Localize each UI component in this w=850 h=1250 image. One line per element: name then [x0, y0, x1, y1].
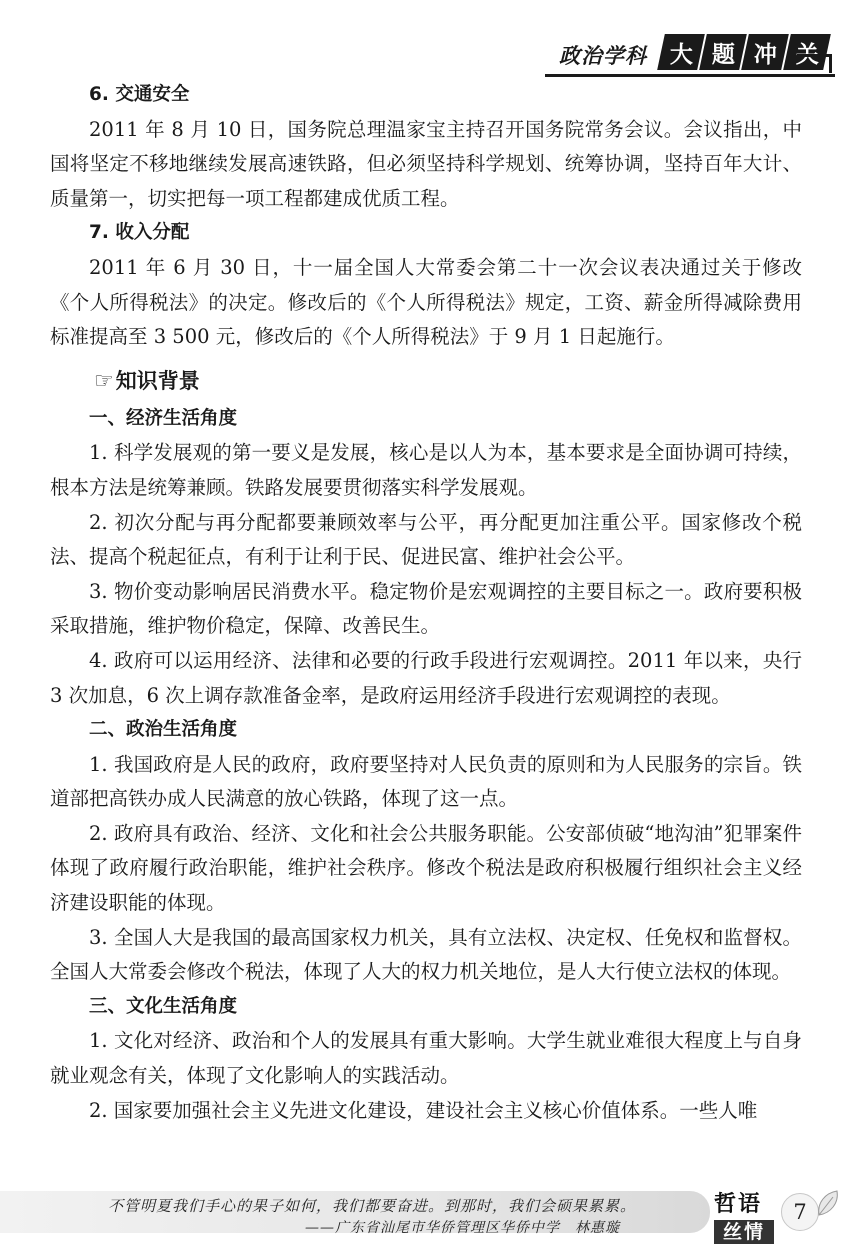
subsection-title: 一、经济生活角度 — [89, 407, 238, 429]
page-footer — [0, 1183, 850, 1250]
footer-brand — [714, 1187, 776, 1244]
paragraph: 3. 全国人大是我国的最高国家权力机关，具有立法权、决定权、任免权和监督权。全国人大常委会修改个税法，体现了人大的权力机关地位，是人大行使立法权的体现。 — [50, 925, 802, 984]
subsection-title: 三、文化生活角度 — [89, 995, 238, 1017]
brand-top-text: 哲语 — [714, 1192, 763, 1217]
hand-pointer-icon: ☞ — [94, 368, 114, 394]
header-rule — [545, 74, 835, 77]
paragraph: 3. 物价变动影响居民消费水平。稳定物价是宏观调控的主要目标之一。政府要积极采取措施，维护物价稳定，保障、改善民生。 — [50, 579, 802, 638]
brand-bottom-text: 丝情 — [714, 1220, 774, 1244]
header-box: 题 — [699, 34, 747, 70]
main-content — [50, 78, 802, 1128]
footer-quote-author: ——广东省汕尾市华侨管理区华侨中学 林惠璇 — [305, 1220, 620, 1236]
header-subject: 政治学科 — [559, 44, 647, 68]
paragraph: 1. 文化对经济、政治和个人的发展具有重大影响。大学生就业难很大程度上与自身就业观念有关，体现了文化影响人的实践活动。 — [50, 1029, 802, 1088]
paragraph: 2. 政府具有政治、经济、文化和社会公共服务职能。公安部侦破“地沟油”犯罪案件体现了政府履行政治职能，维护社会秩序。修改个税法是政府积极履行组织社会主义经济建设职能的体现。 — [50, 821, 802, 915]
header-decoration — [797, 54, 832, 73]
topic-heading: 7. 收入分配 — [89, 222, 190, 244]
paragraph: 1. 科学发展观的第一要义是发展，核心是以人为本，基本要求是全面协调可持续，根本方法是统筹兼顾。铁路发展要贯彻落实科学发展观。 — [50, 441, 802, 499]
paragraph: 1. 我国政府是人民的政府，政府要坚持对人民负责的原则和为人民服务的宗旨。铁道部把高铁办成人民满意的放心铁路，体现了这一点。 — [50, 752, 802, 811]
section-title: ☞知识背景 — [94, 368, 200, 394]
header-box: 关 — [783, 34, 831, 70]
header-box: 冲 — [741, 34, 789, 70]
topic-heading: 6. 交通安全 — [89, 84, 190, 105]
page-number: 7 — [781, 1193, 819, 1231]
subsection-title: 二、政治生活角度 — [89, 719, 238, 741]
page-header — [545, 32, 835, 78]
paragraph: 2011 年 6 月 30 日，十一届全国人大常委会第二十一次会议表决通过关于修改《个人所得税法》的决定。修改后的《个人所得税法》规定，工资、薪金所得减除费用标准提高至 3 500 元，修改后的《个人所得税法》于 9 月 1 日起施行。 — [50, 255, 802, 349]
header-box: 大 — [657, 34, 705, 70]
paragraph: 2. 初次分配与再分配都要兼顾效率与公平，再分配更加注重公平。国家修改个税法、提高个税起征点，有利于让利于民、促进民富、维护社会公平。 — [50, 510, 802, 569]
paragraph: 2011 年 8 月 10 日，国务院总理温家宝主持召开国务院常务会议。会议指出，中国将坚定不移地继续发展高速铁路，但必须坚持科学规划、统筹协调，坚持百年大计、质量第一，切实把每一项工程都建成优质工程。 — [50, 117, 802, 210]
footer-quote: 不管明夏我们手心的果子如何，我们都要奋进。到那时，我们会硕果累累。 — [108, 1197, 637, 1215]
leaf-icon — [815, 1189, 841, 1219]
paragraph: 4. 政府可以运用经济、法律和必要的行政手段进行宏观调控。2011 年以来，央行 3 次加息，6 次上调存款准备金率，是政府运用经济手段进行宏观调控的表现。 — [50, 648, 802, 707]
paragraph: 2. 国家要加强社会主义先进文化建设，建设社会主义核心价值体系。一些人唯 — [89, 1098, 758, 1122]
